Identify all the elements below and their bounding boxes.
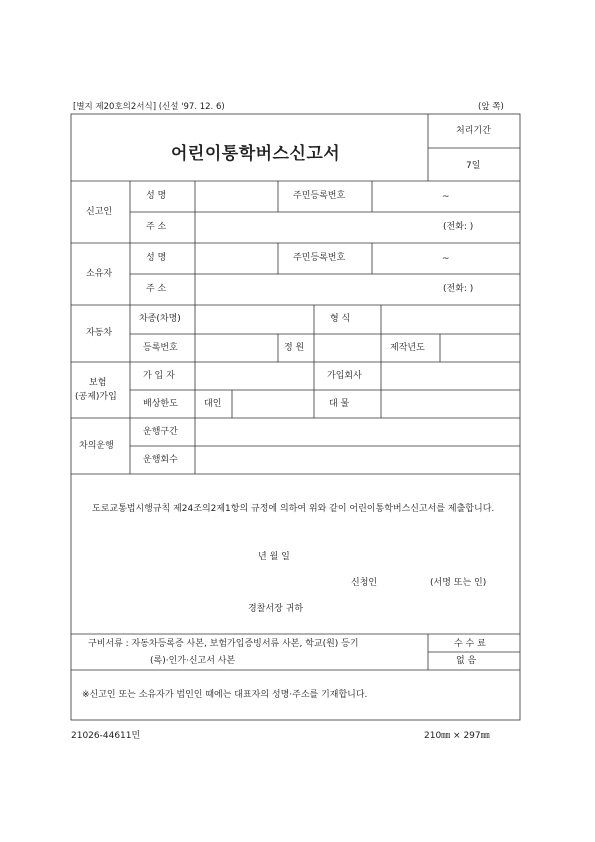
insurance-section-label-1: 보험	[89, 378, 107, 388]
insurance-property-label: 대 물	[329, 399, 350, 409]
paper-size: 210㎜ × 297㎜	[424, 731, 490, 741]
operation-route-label: 운행구간	[143, 427, 178, 437]
vehicle-type-label: 차종(차명)	[139, 314, 181, 324]
recipient-label: 경찰서장 귀하	[248, 604, 304, 614]
page-side-label: (앞 쪽)	[478, 102, 504, 112]
processing-period-label: 처리기간	[456, 126, 491, 136]
insurance-subscriber-label: 가 입 자	[143, 371, 175, 381]
owner-section-label: 소유자	[86, 269, 113, 279]
insurance-company-label: 가입회사	[327, 371, 362, 381]
processing-period-value: 7일	[466, 161, 481, 171]
required-documents-line1: 구비서류 : 자동차등록증 사본, 보험가입증빙서류 사본, 학교(원) 등기	[88, 639, 359, 649]
fee-label: 수 수 료	[454, 639, 486, 649]
owner-name-label: 성 명	[146, 253, 167, 263]
operation-section-label: 차의운행	[79, 441, 114, 451]
reporter-id-separator: ~	[442, 192, 450, 202]
reporter-id-label: 주민등록번호	[293, 191, 346, 201]
owner-address-label: 주 소	[146, 284, 167, 294]
vehicle-capacity-label: 정 원	[284, 343, 305, 353]
form-reference: [별지 제20호의2서식] (신설 '97. 12. 6)	[73, 102, 225, 112]
vehicle-year-label: 제작년도	[390, 343, 425, 353]
reporter-section-label: 신고인	[86, 207, 113, 217]
applicant-label: 신청인	[351, 578, 378, 588]
vehicle-section-label: 자동차	[86, 328, 113, 338]
form-code: 21026-44611민	[71, 731, 141, 741]
vehicle-model-label: 형 식	[330, 314, 351, 324]
owner-id-separator: ~	[442, 254, 450, 264]
declaration-text: 도로교통법시행규칙 제24조의2제1항의 규정에 의하여 위와 같이 어린이통학버스신고서를 제출합니다.	[92, 504, 495, 514]
reporter-name-label: 성 명	[146, 191, 167, 201]
declaration-date: 년 월 일	[258, 552, 290, 562]
reporter-address-label: 주 소	[146, 222, 167, 232]
operation-count-label: 운행회수	[143, 455, 178, 465]
signature-label: (서명 또는 인)	[430, 578, 487, 588]
fee-value: 없 음	[456, 656, 477, 666]
reporter-phone: (전화: )	[443, 222, 474, 232]
form-title: 어린이통학버스신고서	[171, 144, 341, 164]
footnote: ※신고인 또는 소유자가 법인인 때에는 대표자의 성명·주소를 기재합니다.	[82, 690, 368, 700]
owner-phone: (전화: )	[443, 284, 474, 294]
insurance-limit-label: 배상한도	[143, 399, 178, 409]
insurance-section-label-2: (공제)가입	[75, 392, 117, 402]
vehicle-registration-label: 등록번호	[143, 343, 178, 353]
required-documents-line2: (록)·인가·신고서 사본	[150, 656, 236, 666]
owner-id-label: 주민등록번호	[293, 253, 346, 263]
insurance-person-label: 대인	[204, 399, 222, 409]
reporter-name-field[interactable]	[198, 186, 276, 208]
